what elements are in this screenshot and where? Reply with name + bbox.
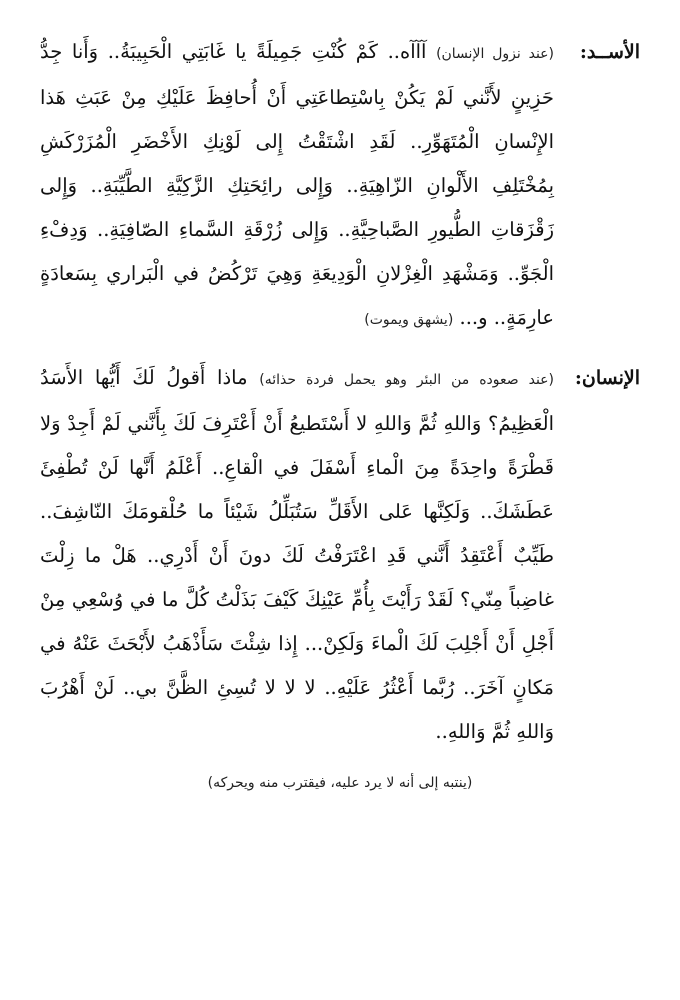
speech-text bbox=[40, 356, 554, 754]
closing-stage-direction: (ينتبه إلى أنه لا يرد عليه، فيقترب منه ويحركه) bbox=[207, 775, 473, 791]
speaker-name: الإنسان: bbox=[574, 367, 640, 389]
play-page bbox=[40, 30, 640, 798]
stage-direction: (عند نزول الإنسان) bbox=[436, 46, 554, 62]
dialogue-line: ماذا أَقولُ لَكَ أَيُّها الأَسَدُ الْعَظِيمُ؟ وَاللهِ ثُمَّ وَاللهِ لا أَسْتَطيعُ أَنْ أَعْتَرِفَ لَكَ بِأَنَّني لَمْ أَجِدْ وَلا قَطْرَةً واحِدَةً مِنَ الْماءِ أَسْفَلَ في الْقاعِ.. أَعْلَمُ أَنَّها لَنْ تُطْفِئَ عَطَشَكَ.. وَلَكِنَّها عَلى الأَقَلِّ سَتُبَلِّلُ شَيْئاً ما حُلْقومَكَ النّاشِفَ.. طَيِّبٌ أَعْتَقِدُ أَنَّني قَدِ اعْتَرَفْتُ لَكَ دونَ أَنْ أَدْرِي.. هَلْ ما زِلْتَ غاضِباً مِنّي؟ لَقَدْ رَأَيْتَ بِأُمِّ عَيْنِكَ كَيْفَ بَذَلْتُ كُلَّ ما في وُسْعِي مِنْ أَجْلِ أَنْ أَجْلِبَ لَكَ الْماءَ وَلَكِنْ... إِذا شِئْتَ سَأَذْهَبُ لأَبْحَثَ عَنْهُ في مَكانٍ آخَرَ.. رُبَّما أَعْثُرُ عَلَيْهِ.. لا لا لا تُسِئِ الظَّنَّ بي.. لَنْ أَهْرُبَ وَاللهِ ثُمَّ وَاللهِ.. bbox=[40, 366, 554, 743]
speech-text bbox=[40, 30, 554, 342]
dialogue-line: آآآه.. كَمْ كُنْتِ جَمِيلَةً يا غَابَتِي الْحَبِيبَةُ.. وَأَنا جِدُّ حَزِينٍ لأَنَّني لَمْ يَكُنْ بِاسْتِطاعَتِي أَنْ أُحافِظَ عَلَيْكِ مِنْ عَبَثِ هَذا الإِنْسانِ الْمُتَهَوِّرِ.. لَقَدِ اشْتَقْتُ إِلى لَوْنِكِ الأَخْضَرِ الْمُزَرْكَشِ بِمُخْتَلِفِ الأَلْوانِ الزّاهِيَةِ.. وَإِلى رائِحَتِكِ الزَّكِيَّةِ الطَّيِّبَةِ.. وَإِلى زَقْزَقاتِ الطُّيورِ الصَّباحِيَّةِ.. وَإِلى زُرْقَةِ السَّماءِ الصّافِيَةِ.. وَدِفْءِ الْجَوِّ.. وَمَشْهَدِ الْغِزْلانِ الْوَدِيعَةِ وَهِيَ تَرْكُضُ في الْبَراري بِسَعادَةٍ عارِمَةٍ.. و... bbox=[40, 40, 554, 329]
stage-direction-end: (يشهق ويموت) bbox=[364, 312, 454, 328]
stage-direction: (عند صعوده من البئر وهو يحمل فردة حذائه) bbox=[259, 372, 554, 388]
speech-human bbox=[40, 356, 640, 754]
speech-lion bbox=[40, 30, 640, 342]
speaker-name: الأســد: bbox=[579, 41, 640, 63]
